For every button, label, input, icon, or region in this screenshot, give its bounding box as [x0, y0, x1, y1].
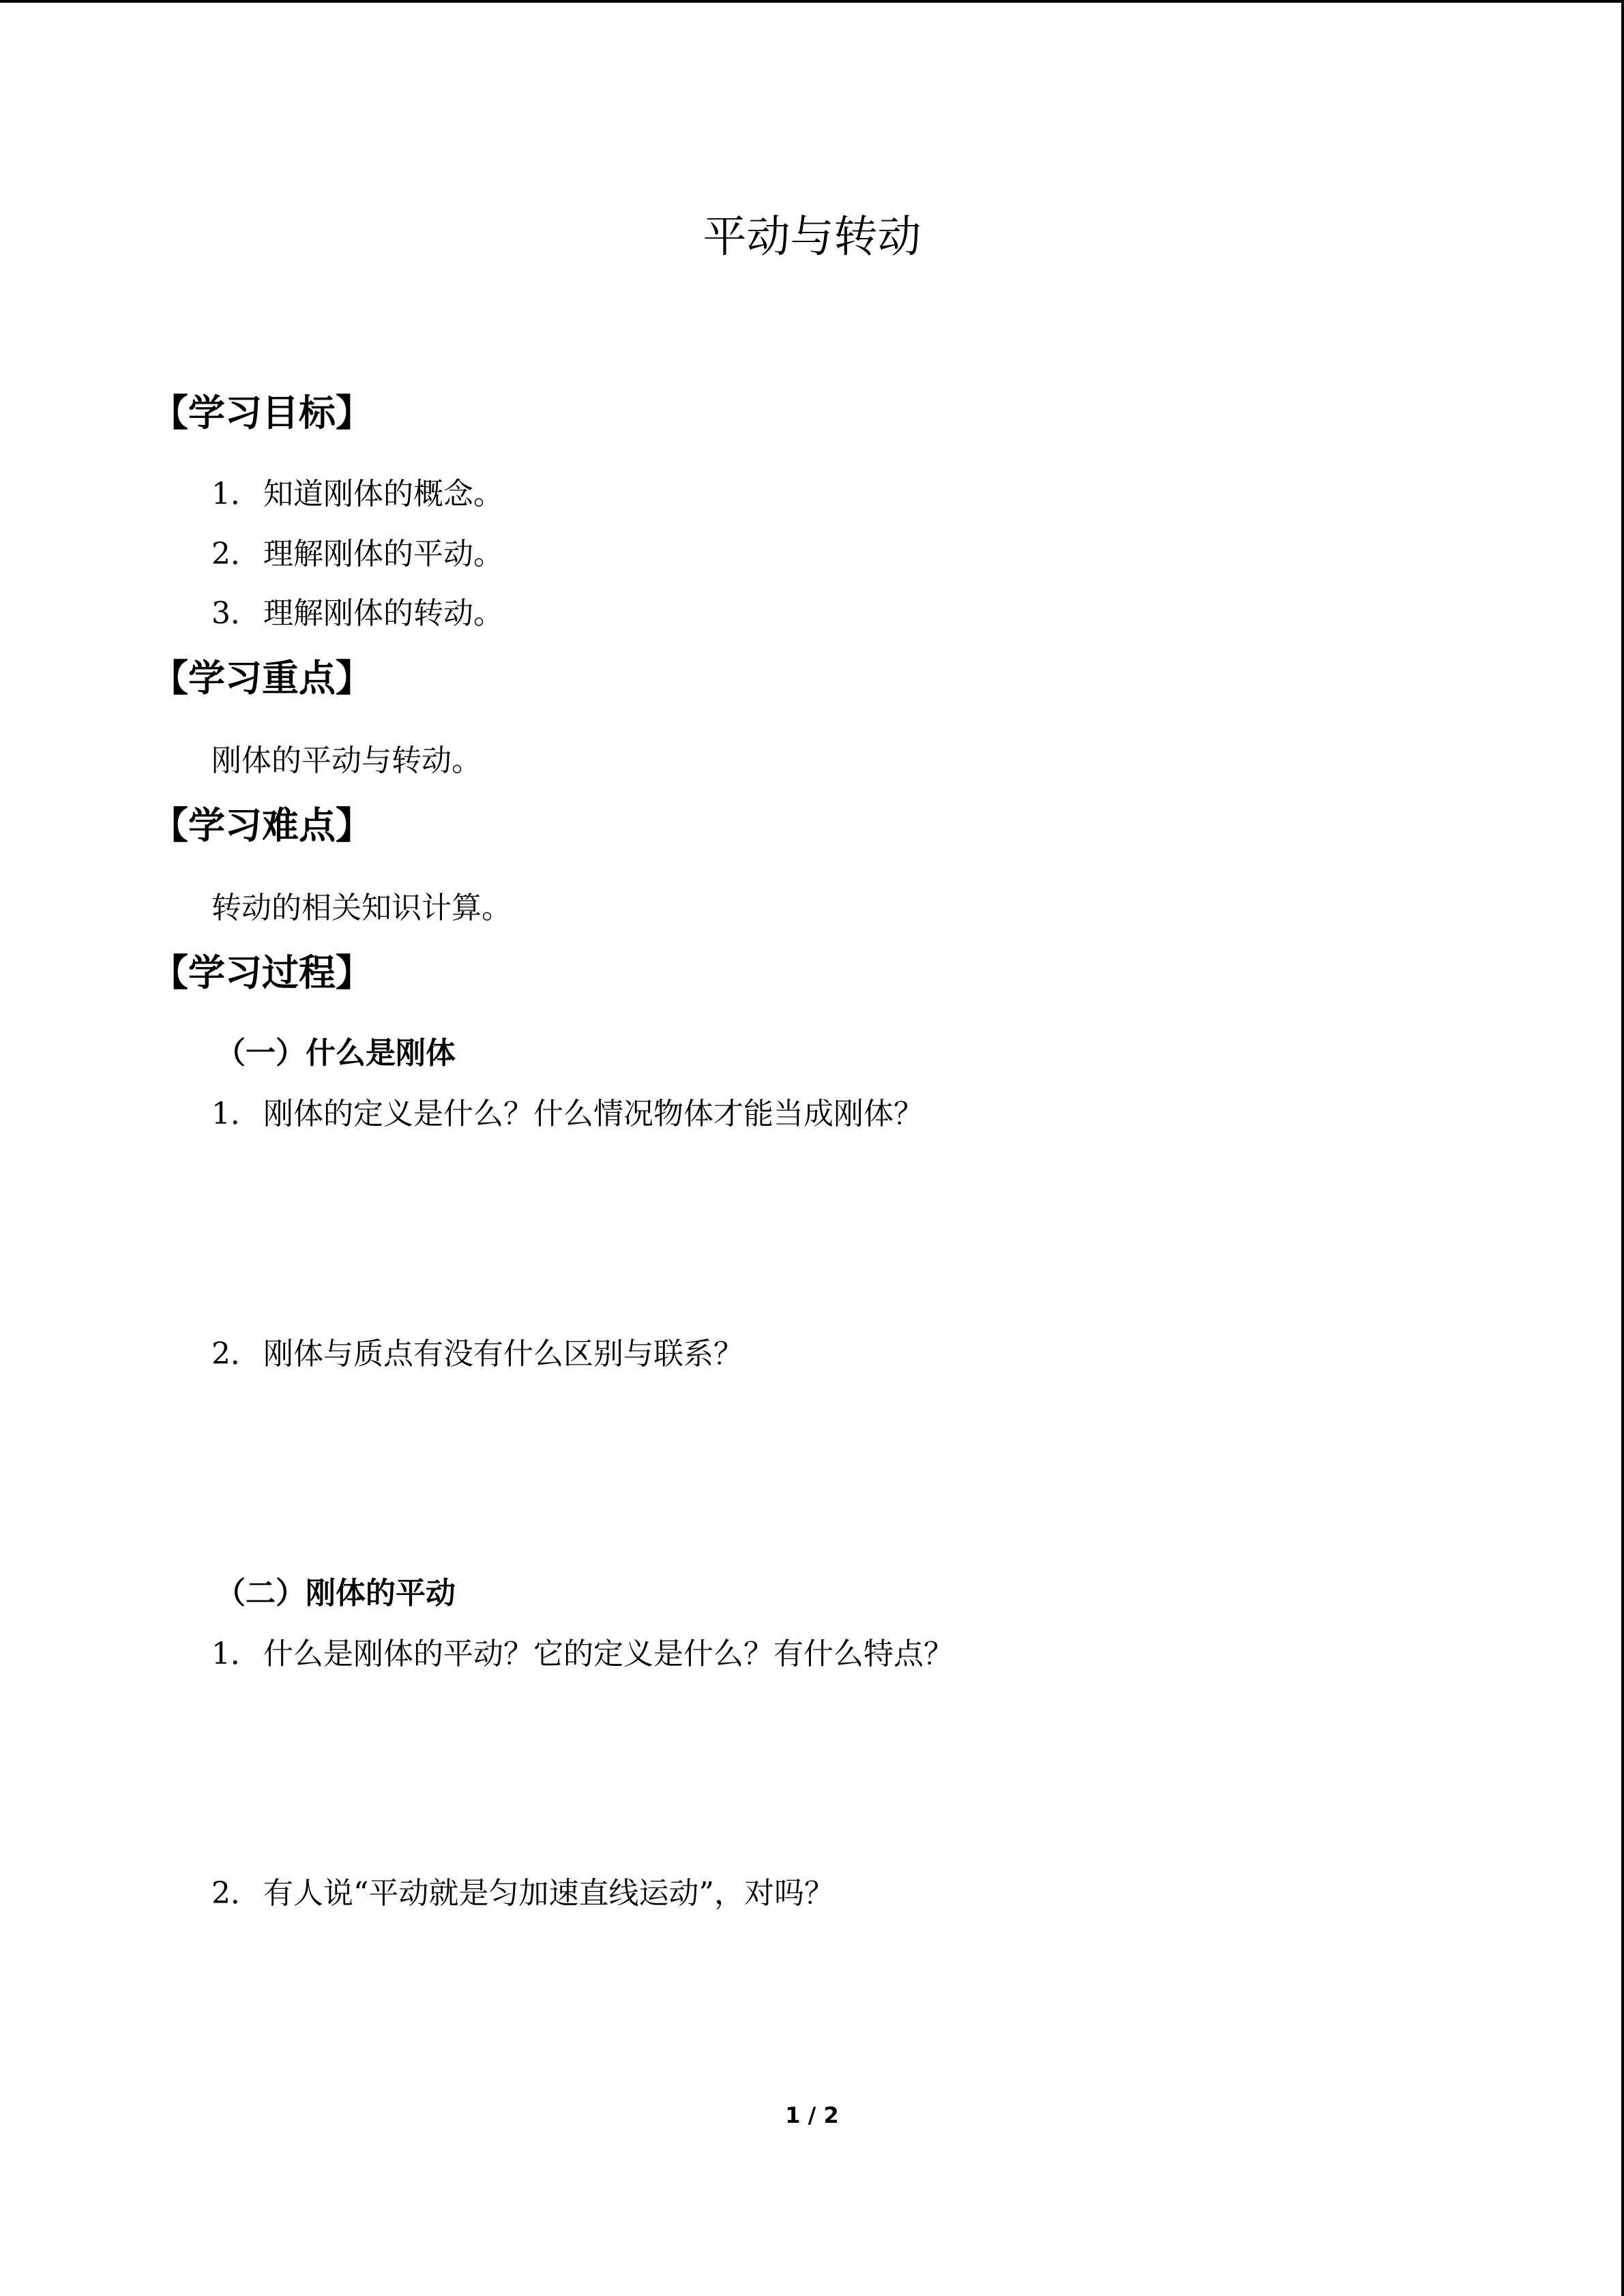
question-item — [211, 1634, 954, 1675]
part1-title: （一）什么是刚体 — [216, 1036, 456, 1071]
heading-process: 【学习过程】 — [151, 951, 372, 994]
document-title: 平动与转动 — [703, 212, 921, 263]
objective-item — [211, 474, 503, 515]
question-text: 刚体的定义是什么？什么情况物体才能当成刚体？ — [263, 1097, 924, 1131]
question-number: 2． — [211, 1337, 261, 1371]
objective-item-number: 3． — [211, 596, 261, 631]
question-number: 1． — [211, 1097, 261, 1131]
question-text: 有人说“平动就是匀加速直线运动”，对吗？ — [263, 1876, 834, 1911]
question-item — [211, 1334, 743, 1375]
part2-title: （二）刚体的平动 — [216, 1576, 456, 1611]
heading-key-points: 【学习重点】 — [151, 657, 372, 700]
question-number: 2． — [211, 1876, 261, 1911]
objective-item-text: 理解刚体的平动。 — [263, 537, 503, 571]
heading-objectives: 【学习目标】 — [151, 391, 372, 434]
objective-item — [211, 534, 503, 575]
objective-item-text: 理解刚体的转动。 — [263, 596, 503, 631]
question-item — [211, 1873, 834, 1914]
question-number: 1． — [211, 1637, 261, 1671]
objective-item-number: 1． — [211, 477, 261, 511]
question-item — [211, 1094, 924, 1135]
heading-difficulties: 【学习难点】 — [151, 804, 372, 847]
question-text: 什么是刚体的平动？它的定义是什么？有什么特点？ — [263, 1637, 954, 1671]
page-number: 1 / 2 — [785, 2102, 839, 2128]
objective-item — [211, 593, 503, 634]
objective-item-number: 2． — [211, 537, 261, 571]
difficulties-text: 转动的相关知识计算。 — [211, 891, 512, 925]
key-points-text: 刚体的平动与转动。 — [211, 743, 482, 778]
question-text: 刚体与质点有没有什么区别与联系？ — [263, 1337, 743, 1371]
objective-item-text: 知道刚体的概念。 — [263, 477, 503, 511]
